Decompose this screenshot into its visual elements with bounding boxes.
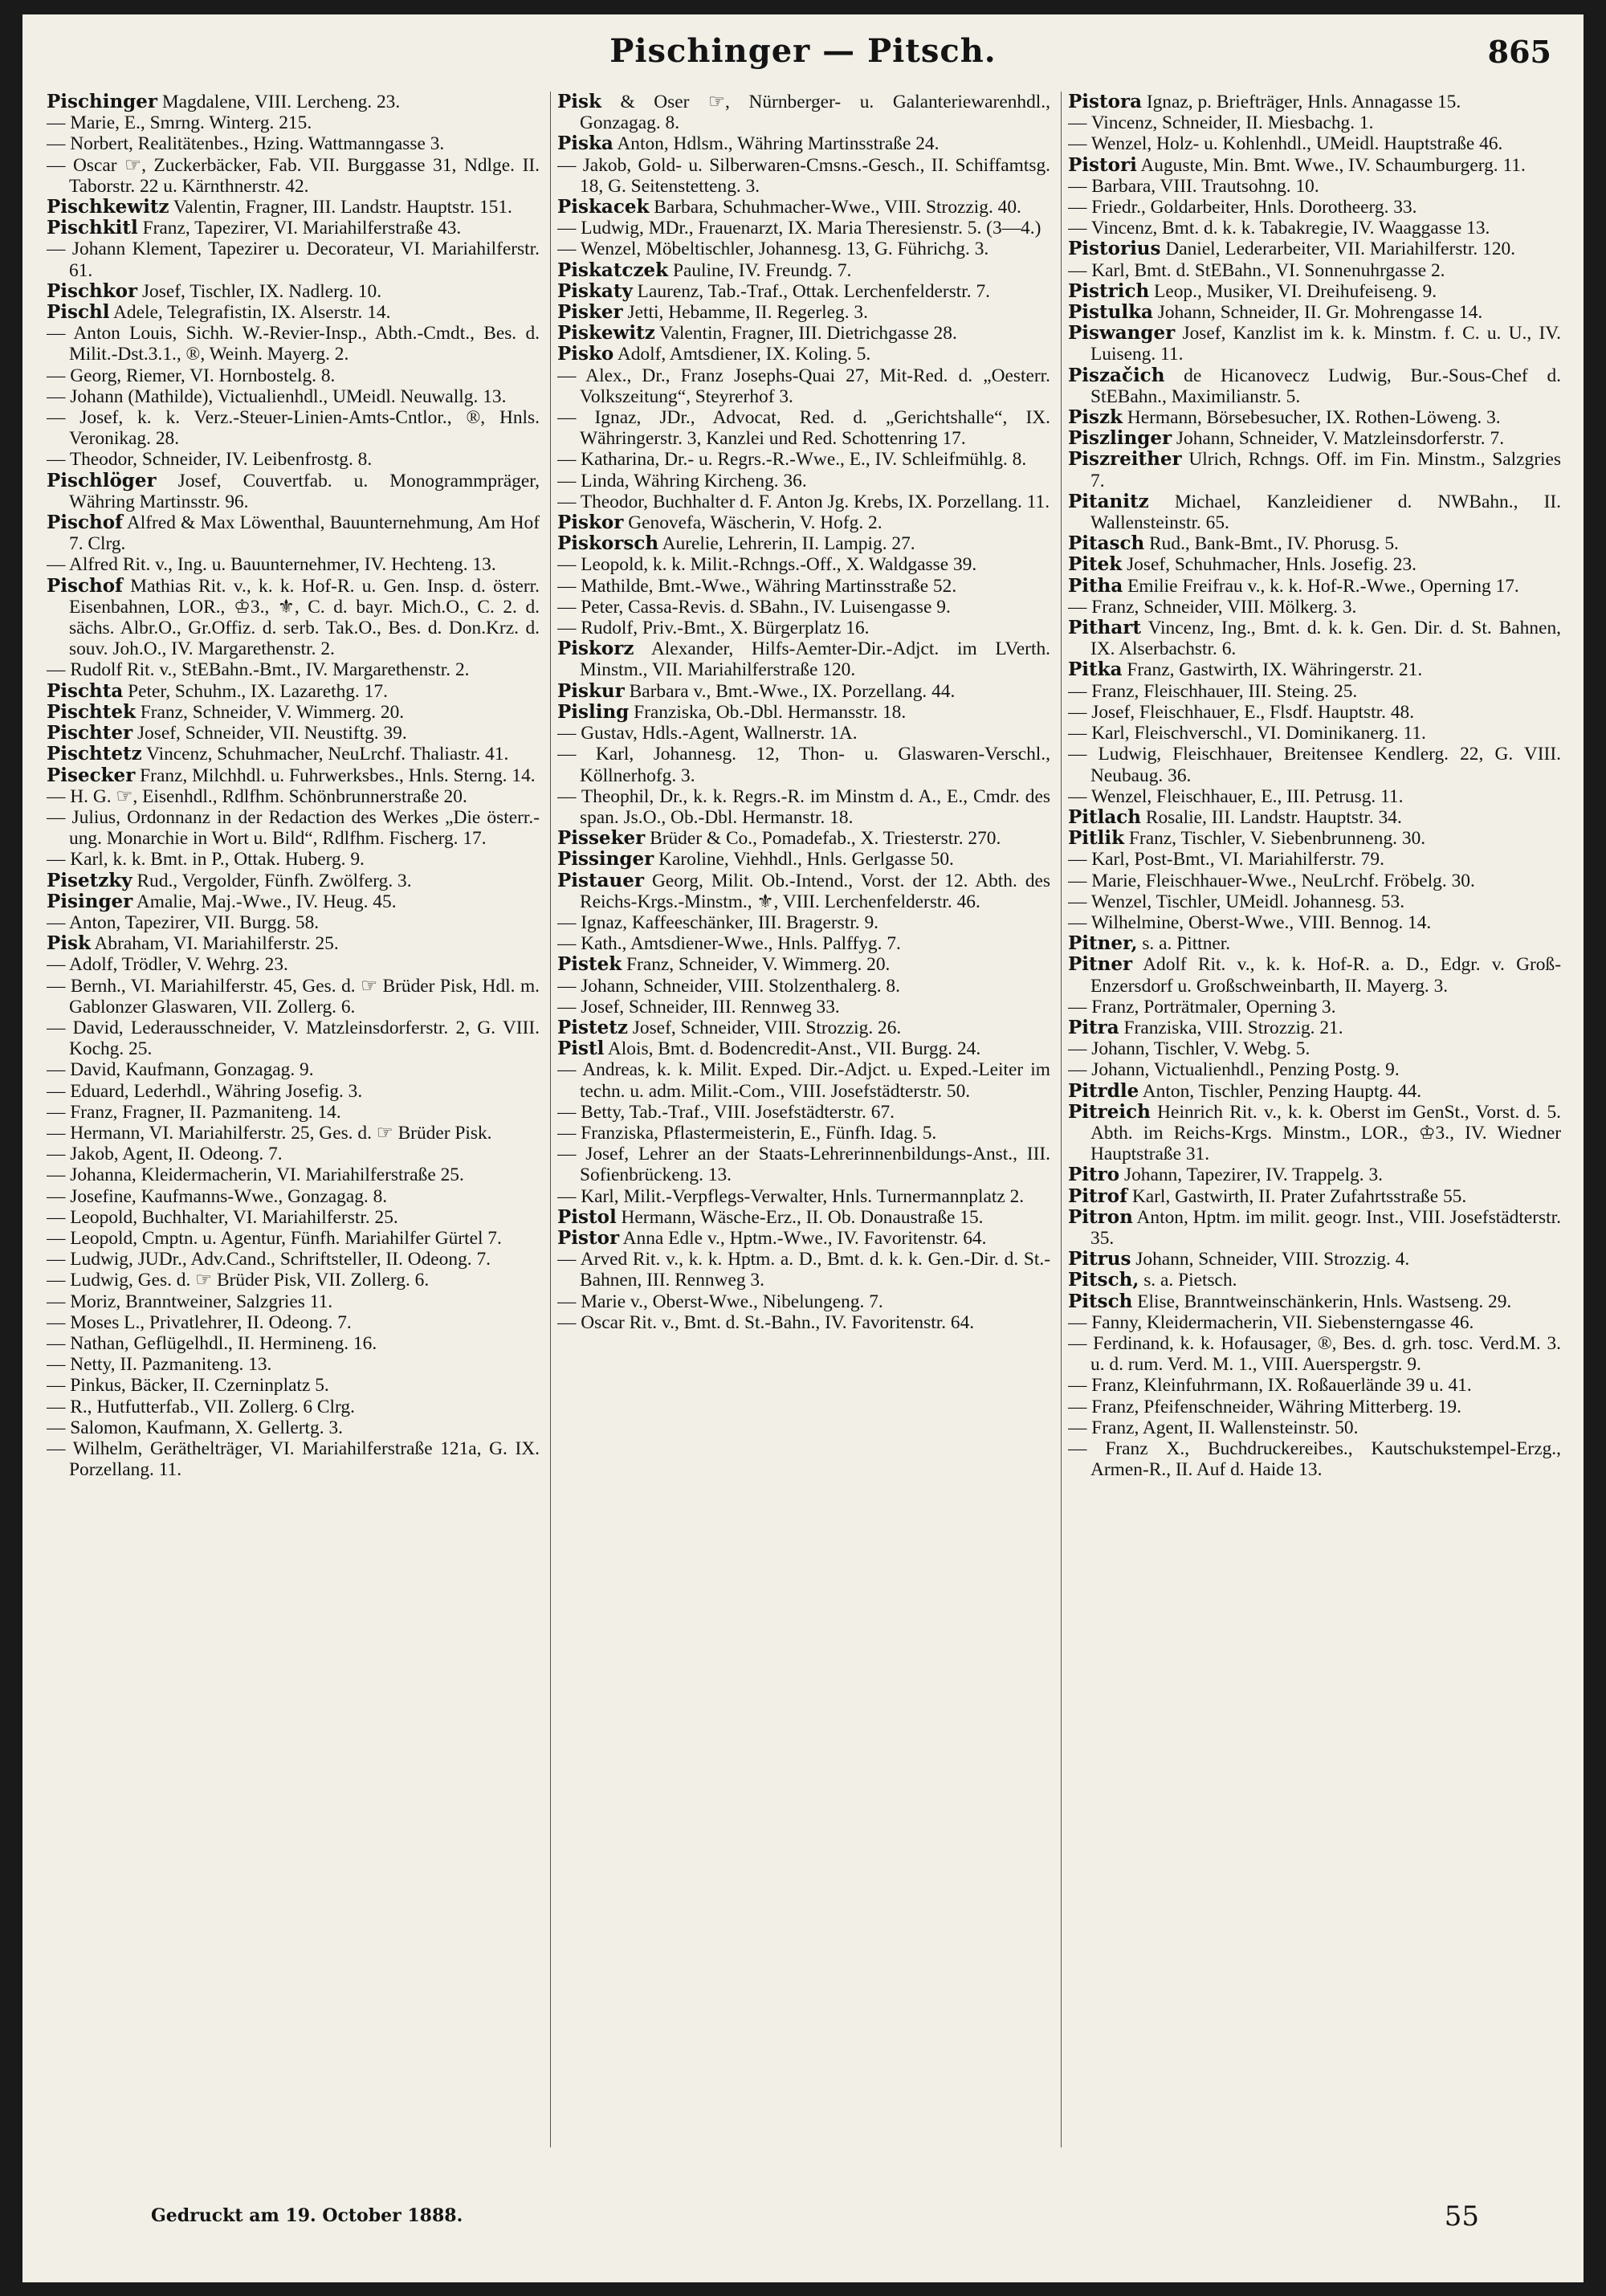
directory-entry: — Wilhelmine, Oberst-Wwe., VIII. Bennog. 14. [1068,911,1432,933]
directory-entry: Pistetz Josef, Schneider, VIII. Strozzig. 26. [557,1016,902,1038]
directory-entry: Pisker Jetti, Hebamme, II. Regerleg. 3. [557,301,868,324]
directory-entry: Piskorz Alexander, Hilfs-Aemter-Dir.-Adjct. im LVerth. Minstm., VII. Mariahilferstraße 120. [557,638,1050,681]
directory-entry: Pischof Alfred & Max Löwenthal, Bauunternehmung, Am Hof 7. Clrg. [47,512,540,555]
directory-entry: Pitlik Franz, Tischler, V. Siebenbrunneng. 30. [1068,827,1426,850]
directory-entry: — Wenzel, Holz- u. Kohlenhdl., UMeidl. Hauptstraße 46. [1068,133,1503,155]
directory-entry: Piska Anton, Hdlsm., Währing Martinsstraße 24. [557,133,940,155]
directory-entry: — Moriz, Branntweiner, Salzgries 11. [47,1291,333,1312]
directory-entry: — Wilhelm, Geräthelträger, VI. Mariahilferstraße 121a, G. IX. Porzellang. 11. [47,1438,540,1481]
directory-entry: — Adolf, Trödler, V. Wehrg. 23. [47,954,288,976]
directory-entry: — Marie, Fleischhauer-Wwe., NeuLrchf. Fröbelg. 30. [1068,870,1475,891]
directory-entry: — Wenzel, Fleischhauer, E., III. Petrusg. 11. [1068,785,1404,807]
directory-entry: Pistori Auguste, Min. Bmt. Wwe., IV. Schaumburgerg. 11. [1068,153,1526,176]
directory-entry: — R., Hutfutterfab., VII. Zollerg. 6 Clrg. [47,1396,355,1417]
directory-entry: Pischinger Magdalene, VIII. Lercheng. 23. [47,92,401,112]
directory-entry: Pistor Anna Edle v., Hptm.-Wwe., IV. Favoritenstr. 64. [557,1226,987,1249]
directory-entry: — Karl, Milit.-Verpflegs-Verwalter, Hnls. Turnermannplatz 2. [557,1185,1025,1207]
directory-entry: Pischta Peter, Schuhm., IX. Lazarethg. 17. [47,679,388,702]
directory-entry: Pitanitz Michael, Kanzleidiener d. NWBahn., II. Wallensteinstr. 65. [1068,490,1561,534]
directory-entry: — Mathilde, Bmt.-Wwe., Währing Martinsstraße 52. [557,575,957,597]
directory-entry: — Moses L., Privatlehrer, II. Odeong. 7. [47,1311,352,1333]
directory-entry: Pitha Emilie Freifrau v., k. k. Hof-R.-Wwe., Operning 17. [1068,574,1519,597]
directory-entry: — Karl, k. k. Bmt. in P., Ottak. Huberg. 9. [47,849,365,871]
directory-entry: — Franziska, Pflastermeisterin, E., Fünfh. Idag. 5. [557,1122,937,1144]
directory-entry: — Ignaz, JDr., Advocat, Red. d. „Gerichtshalle“, IX. Währingerstr. 3, Kanzlei und Red. Schottenring 17. [557,407,1050,450]
directory-entry: — Rudolf Rit. v., StEBahn.-Bmt., IV. Margarethenstr. 2. [47,659,470,681]
directory-entry: Piszlinger Johann, Schneider, V. Matzleinsdorferstr. 7. [1068,427,1505,450]
directory-entry: — Franz, Porträtmaler, Operning 3. [1068,996,1336,1017]
directory-entry: Pitrus Johann, Schneider, VIII. Strozzig. 4. [1068,1248,1410,1270]
directory-entry: — Franz, Kleinfuhrmann, IX. Roßauerlände 39 u. 41. [1068,1375,1472,1397]
directory-entry: Piskewitz Valentin, Fragner, III. Dietrichgasse 28. [557,322,957,345]
directory-entry: — Wenzel, Tischler, UMeidl. Johannesg. 53. [1068,891,1405,912]
directory-entry: — Fanny, Kleidermacherin, VII. Siebensterngasse 46. [1068,1311,1474,1333]
directory-entry: Pistrich Leop., Musiker, VI. Dreihufeiseng. 9. [1068,279,1437,302]
directory-entry: — Josef, Schneider, III. Rennweg 33. [557,996,840,1017]
directory-entry: — Georg, Riemer, VI. Hornbostelg. 8. [47,365,336,386]
directory-entry: Pissinger Karoline, Viehhdl., Hnls. Gerlgasse 50. [557,848,954,871]
directory-entry: — Friedr., Goldarbeiter, Hnls. Dorotheerg. 33. [1068,197,1417,218]
directory-entry: — Salomon, Kaufmann, X. Gellertg. 3. [47,1417,343,1438]
directory-entry: — Vincenz, Bmt. d. k. k. Tabakregie, IV. Waaggasse 13. [1068,218,1490,239]
directory-entry: Pisk & Oser ☞, Nürnberger- u. Galanteriewarenhdl., Gonzagag. 8. [557,92,1050,134]
directory-entry: — Pinkus, Bäcker, II. Czerninplatz 5. [47,1375,329,1397]
directory-entry: — Ignaz, Kaffeeschänker, III. Bragerstr. 9. [557,911,878,933]
directory-entry: — Peter, Cassa-Revis. d. SBahn., IV. Luisengasse 9. [557,596,951,618]
directory-entry: — Johanna, Kleidermacherin, VI. Mariahilferstraße 25. [47,1164,464,1186]
directory-entry: — Rudolf, Priv.-Bmt., X. Bürgerplatz 16. [557,618,870,639]
directory-entry: — Wenzel, Möbeltischler, Johannesg. 13, G. Führichg. 3. [557,239,989,260]
directory-entry: — Johann, Schneider, VIII. Stolzenthalerg. 8. [557,975,900,997]
directory-entry: Pitra Franziska, VIII. Strozzig. 21. [1068,1016,1343,1038]
directory-entry: — Theodor, Schneider, IV. Leibenfrostg. 8. [47,449,373,471]
directory-entry: — Arved Rit. v., k. k. Hptm. a. D., Bmt. d. k. k. Gen.-Dir. d. St.-Bahnen, III. Rennweg 3. [557,1249,1050,1291]
directory-entry: Pischkor Josef, Tischler, IX. Nadlerg. 10. [47,279,382,302]
directory-entry: — Franz X., Buchdruckereibes., Kautschukstempel-Erzg., Armen-R., II. Auf d. Haide 13. [1068,1438,1561,1481]
directory-entry: — Josef, Fleischhauer, E., Flsdf. Hauptstr. 48. [1068,701,1415,723]
directory-entry: Pistora Ignaz, p. Briefträger, Hnls. Annagasse 15. [1068,92,1461,112]
directory-entry: Pithart Vincenz, Ing., Bmt. d. k. k. Gen. Dir. d. St. Bahnen, IX. Alserbachstr. 6. [1068,617,1561,660]
directory-entry: — Karl, Fleischverschl., VI. Dominikanerg. 11. [1068,723,1426,744]
directory-entry: — Leopold, Buchhalter, VI. Mariahilferstr. 25. [47,1206,398,1228]
directory-entry: — Marie, E., Smrng. Winterg. 215. [47,112,312,134]
directory-entry: — Alex., Dr., Franz Josephs-Quai 27, Mit-Red. d. „Oesterr. Volkszeitung“, Steyrerhof 3. [557,365,1050,407]
column-1 [47,92,540,2155]
directory-entry: Piszačich de Hicanovecz Ludwig, Bur.-Sous-Chef d. StEBahn., Maximilianstr. 5. [1068,364,1561,407]
directory-entry: Pitreich Heinrich Rit. v., k. k. Oberst im GenSt., Vorst. d. 5. Abth. im Reichs-Krgs. Minstm., LOR., ♔3., IV. Wiedner Hauptstraße 31. [1068,1100,1561,1165]
directory-entry: Pisk Abraham, VI. Mariahilferstr. 25. [47,932,339,955]
directory-entry: — Josef, Lehrer an der Staats-Lehrerinnenbildungs-Anst., III. Sofienbrückeng. 13. [557,1144,1050,1186]
directory-entry: Pistulka Johann, Schneider, II. Gr. Mohrengasse 14. [1068,301,1483,324]
directory-entry: — Gustav, Hdls.-Agent, Wallnerstr. 1A. [557,723,858,744]
directory-page [22,14,1584,2282]
directory-entry: — Ludwig, MDr., Frauenarzt, IX. Maria Theresienstr. 5. (3—4.) [557,218,1041,239]
directory-entry: Pitek Josef, Schuhmacher, Hnls. Josefig. 23. [1068,553,1416,576]
sheet-number: 55 [1444,2200,1479,2233]
directory-entry: Pischtek Franz, Schneider, V. Wimmerg. 20. [47,700,405,723]
directory-entry: — Andreas, k. k. Milit. Exped. Dir.-Adjct. u. Exped.-Leiter im techn. u. adm. Milit.-Com., VIII. Josefstädterstr. 50. [557,1059,1050,1102]
directory-entry: — Leopold, k. k. Milit.-Rchngs.-Off., X. Waldgasse 39. [557,554,977,576]
directory-entry: — Alfred Rit. v., Ing. u. Bauunternehmer, IV. Hechteng. 13. [47,554,496,576]
directory-entry: — Theophil, Dr., k. k. Regrs.-R. im Minstm d. A., E., Cmdr. des span. Js.O., Ob.-Dbl. Hermanstr. 18. [557,785,1050,828]
directory-entry: — Barbara, VIII. Trautsohng. 10. [1068,175,1319,197]
directory-entry: — Nathan, Geflügelhdl., II. Hermineng. 16. [47,1332,377,1354]
directory-entry: — Theodor, Buchhalter d. F. Anton Jg. Krebs, IX. Porzellang. 11. [557,491,1050,512]
directory-entry: Piskur Barbara v., Bmt.-Wwe., IX. Porzellang. 44. [557,679,956,702]
print-date: Gedruckt am 19. October 1888. [151,2205,463,2226]
directory-entry: Piszreither Ulrich, Rchngs. Off. im Fin. Minstm., Salzgries 7. [1068,448,1561,491]
page-header [22,32,1584,80]
directory-entry: Pischtetz Vincenz, Schuhmacher, NeuLrchf. Thaliastr. 41. [47,743,509,765]
directory-entry: Piskatczek Pauline, IV. Freundg. 7. [557,259,852,281]
directory-entry: — Leopold, Cmptn. u. Agentur, Fünfh. Mariahilfer Gürtel 7. [47,1227,502,1249]
directory-entry: Piskaty Laurenz, Tab.-Traf., Ottak. Lerchenfelderstr. 7. [557,279,991,302]
directory-entry: Pistl Alois, Bmt. d. Bodencredit-Anst., VII. Burgg. 24. [557,1038,981,1060]
directory-entry: — Julius, Ordonnanz in der Redaction des Werkes „Die österr.-ung. Monarchie in Wort u. Bild“, Rdlfhm. Fischerg. 17. [47,806,540,850]
directory-entry: — Norbert, Realitätenbes., Hzing. Wattmanngasse 3. [47,133,445,155]
column-3 [1068,92,1561,2155]
directory-entry: — Oscar Rit. v., Bmt. d. St.-Bahn., IV. Favoritenstr. 64. [557,1311,975,1333]
directory-entry: — Franz, Fleischhauer, III. Steing. 25. [1068,680,1358,702]
directory-entry: — Betty, Tab.-Traf., VIII. Josefstädterstr. 67. [557,1101,895,1123]
directory-entry: — Josef, k. k. Verz.-Steuer-Linien-Amts-Cntlor., ®, Hnls. Veronikag. 28. [47,407,540,450]
directory-entry: — Netty, II. Pazmaniteng. 13. [47,1354,272,1376]
directory-entry: Pischkewitz Valentin, Fragner, III. Landstr. Hauptstr. 151. [47,196,512,218]
directory-entry: — Ludwig, JUDr., Adv.Cand., Schriftsteller, II. Odeong. 7. [47,1249,491,1270]
directory-entry: — Karl, Johannesg. 12, Thon- u. Glaswaren-Verschl., Köllnerhofg. 3. [557,744,1050,786]
directory-entry: Pitsch Elise, Branntweinschänkerin, Hnls. Wastseng. 29. [1068,1290,1512,1312]
directory-entry: — Linda, Währing Kircheng. 36. [557,470,807,491]
directory-entry: Pischof Mathias Rit. v., k. k. Hof-R. u. Gen. Insp. d. österr. Eisenbahnen, LOR., ♔3., ⚜, C. d. bayr. Mich.O., C. 2. d. sächs. Albr.O., Gr.Offiz. d. serb. Tak.O., Bes. d. Don.Krz. d. souv. Joh.O., IV. Margarethenstr. 2. [47,574,540,660]
directory-entry: — David, Lederausschneider, V. Matzleinsdorferstr. 2, G. VIII. Kochg. 25. [47,1017,540,1060]
directory-entry: — Johann, Tischler, V. Webg. 5. [1068,1038,1310,1060]
directory-entry: Pisinger Amalie, Maj.-Wwe., IV. Heug. 45. [47,890,397,912]
directory-entry: — Oscar ☞, Zuckerbäcker, Fab. VII. Burggasse 31, Ndlge. II. Taborstr. 22 u. Kärnthnerstr. 42. [47,154,540,197]
directory-entry: Pitrdle Anton, Tischler, Penzing Hauptg. 44. [1068,1079,1422,1102]
directory-entry: Pistol Hermann, Wäsche-Erz., II. Ob. Donaustraße 15. [557,1205,984,1228]
directory-entry: — Johann Klement, Tapezirer u. Decorateur, VI. Mariahilferstr. 61. [47,239,540,281]
directory-entry: — David, Kaufmann, Gonzagag. 9. [47,1059,314,1081]
directory-entry: Piswanger Josef, Kanzlist im k. k. Minstm. f. C. u. U., IV. Luiseng. 11. [1068,322,1561,365]
directory-entry: Pitlach Rosalie, III. Landstr. Hauptstr. 34. [1068,805,1402,828]
running-title: Pischinger — Pitsch. [609,32,997,70]
directory-entry: Pitasch Rud., Bank-Bmt., IV. Phorusg. 5. [1068,532,1399,555]
directory-entry: — Eduard, Lederhdl., Währing Josefig. 3. [47,1080,363,1102]
directory-entry: — Ludwig, Fleischhauer, Breitensee Kendlerg. 22, G. VIII. Neubaug. 36. [1068,744,1561,786]
directory-entry: — Ferdinand, k. k. Hofausager, ®, Bes. d. grh. tosc. Verd.M. 3. u. d. rum. Verd. M. 1., VIII. Auerspergstr. 9. [1068,1332,1561,1376]
directory-entry: — Karl, Post-Bmt., VI. Mariahilferstr. 79. [1068,849,1384,871]
directory-entry: — Hermann, VI. Mariahilferstr. 25, Ges. d. ☞ Brüder Pisk. [47,1122,492,1144]
directory-entry: — Vincenz, Schneider, II. Miesbachg. 1. [1068,112,1374,134]
directory-entry: — Franz, Agent, II. Wallensteinstr. 50. [1068,1417,1359,1438]
column-divider [1061,92,1062,2147]
directory-entry: Piskorsch Aurelie, Lehrerin, II. Lampig. 27. [557,532,915,555]
directory-entry: — Marie v., Oberst-Wwe., Nibelungeng. 7. [557,1291,883,1312]
directory-entry: — Franz, Pfeifenschneider, Währing Mitterberg. 19. [1068,1396,1461,1417]
directory-entry: Pischl Adele, Telegrafistin, IX. Alserstr. 14. [47,301,391,324]
directory-entry: — Franz, Schneider, VIII. Mölkerg. 3. [1068,596,1357,618]
directory-entry: Pistauer Georg, Milit. Ob.-Intend., Vorst. der 12. Abth. des Reichs-Krgs.-Minstm., ⚜, VIII. Lerchenfelderstr. 46. [557,869,1050,912]
directory-entry: — Franz, Fragner, II. Pazmaniteng. 14. [47,1101,341,1123]
directory-entry: Pisko Adolf, Amtsdiener, IX. Koling. 5. [557,343,871,365]
directory-entry: Pisecker Franz, Milchhdl. u. Fuhrwerksbes., Hnls. Sterng. 14. [47,764,536,786]
directory-entry: Pischlöger Josef, Couvertfab. u. Monogrammpräger, Währing Martinsstr. 96. [47,469,540,512]
directory-entry: Pitka Franz, Gastwirth, IX. Währingerstr. 21. [1068,659,1423,681]
directory-entry: — Ludwig, Ges. d. ☞ Brüder Pisk, VII. Zollerg. 6. [47,1270,430,1291]
directory-entry: — Karl, Bmt. d. StEBahn., VI. Sonnenuhrgasse 2. [1068,259,1445,281]
directory-entry: — Josefine, Kaufmanns-Wwe., Gonzagag. 8. [47,1185,388,1207]
directory-entry: Piskacek Barbara, Schuhmacher-Wwe., VIII. Strozzig. 40. [557,196,1021,218]
directory-entry: Pitron Anton, Hptm. im milit. geogr. Inst., VIII. Josefstädterstr. 35. [1068,1205,1561,1249]
directory-entry: Pischkitl Franz, Tapezirer, VI. Mariahilferstraße 43. [47,217,462,239]
directory-entry: — Jakob, Gold- u. Silberwaren-Cmsns.-Gesch., II. Schiffamtsg. 18, G. Seitenstetteng. 3. [557,154,1050,197]
directory-entry: — Jakob, Agent, II. Odeong. 7. [47,1144,283,1165]
directory-entry: Pitner, s. a. Pittner. [1068,932,1231,955]
directory-entry: Piszk Hermann, Börsebesucher, IX. Rothen-Löweng. 3. [1068,406,1501,429]
directory-entry: Pitro Johann, Tapezirer, IV. Trappelg. 3. [1068,1164,1384,1186]
column-2 [557,92,1050,2155]
directory-entry: Piskor Genovefa, Wäscherin, V. Hofg. 2. [557,512,882,534]
directory-entry: Pitsch, s. a. Pietsch. [1068,1269,1237,1291]
directory-entry: Pisseker Brüder & Co., Pomadefab., X. Triesterstr. 270. [557,827,1001,850]
directory-entry: Pisetzky Rud., Vergolder, Fünfh. Zwölferg. 3. [47,869,412,891]
directory-entry: — Kath., Amtsdiener-Wwe., Hnls. Palffyg. 7. [557,933,901,955]
directory-entry: — Katharina, Dr.- u. Regrs.-R.-Wwe., E., IV. Schleifmühlg. 8. [557,449,1027,471]
directory-entry: — Johann, Victualienhdl., Penzing Postg. 9. [1068,1059,1400,1081]
directory-entry: Pischter Josef, Schneider, VII. Neustiftg. 39. [47,722,407,744]
directory-entry: — Anton Louis, Sichh. W.-Revier-Insp., Abth.-Cmdt., Bes. d. Milit.-Dst.3.1., ®, Weinh. Mayerg. 2. [47,323,540,365]
page-number: 865 [1487,34,1551,70]
directory-entry: — Bernh., VI. Mariahilferstr. 45, Ges. d. ☞ Brüder Pisk, Hdl. m. Gablonzer Glaswaren, VII. Zollerg. 6. [47,975,540,1017]
directory-entry: — Anton, Tapezirer, VII. Burgg. 58. [47,911,320,933]
directory-entry: — Johann (Mathilde), Victualienhdl., UMeidl. Neuwallg. 13. [47,385,507,407]
columns-container [47,92,1561,2155]
directory-entry: Pitner Adolf Rit. v., k. k. Hof-R. a. D., Edgr. v. Groß-Enzersdorf u. Großschweinbarth, II. Mayerg. 3. [1068,953,1561,997]
directory-entry: Pistek Franz, Schneider, V. Wimmerg. 20. [557,953,891,976]
directory-entry: Pitrof Karl, Gastwirth, II. Prater Zufahrtsstraße 55. [1068,1185,1467,1207]
directory-entry: Pistorius Daniel, Lederarbeiter, VII. Mariahilferstr. 120. [1068,238,1516,260]
directory-entry: — H. G. ☞, Eisenhdl., Rdlfhm. Schönbrunnerstraße 20. [47,785,467,807]
directory-entry: Pisling Franziska, Ob.-Dbl. Hermansstr. 18. [557,700,907,723]
column-divider [550,92,551,2147]
